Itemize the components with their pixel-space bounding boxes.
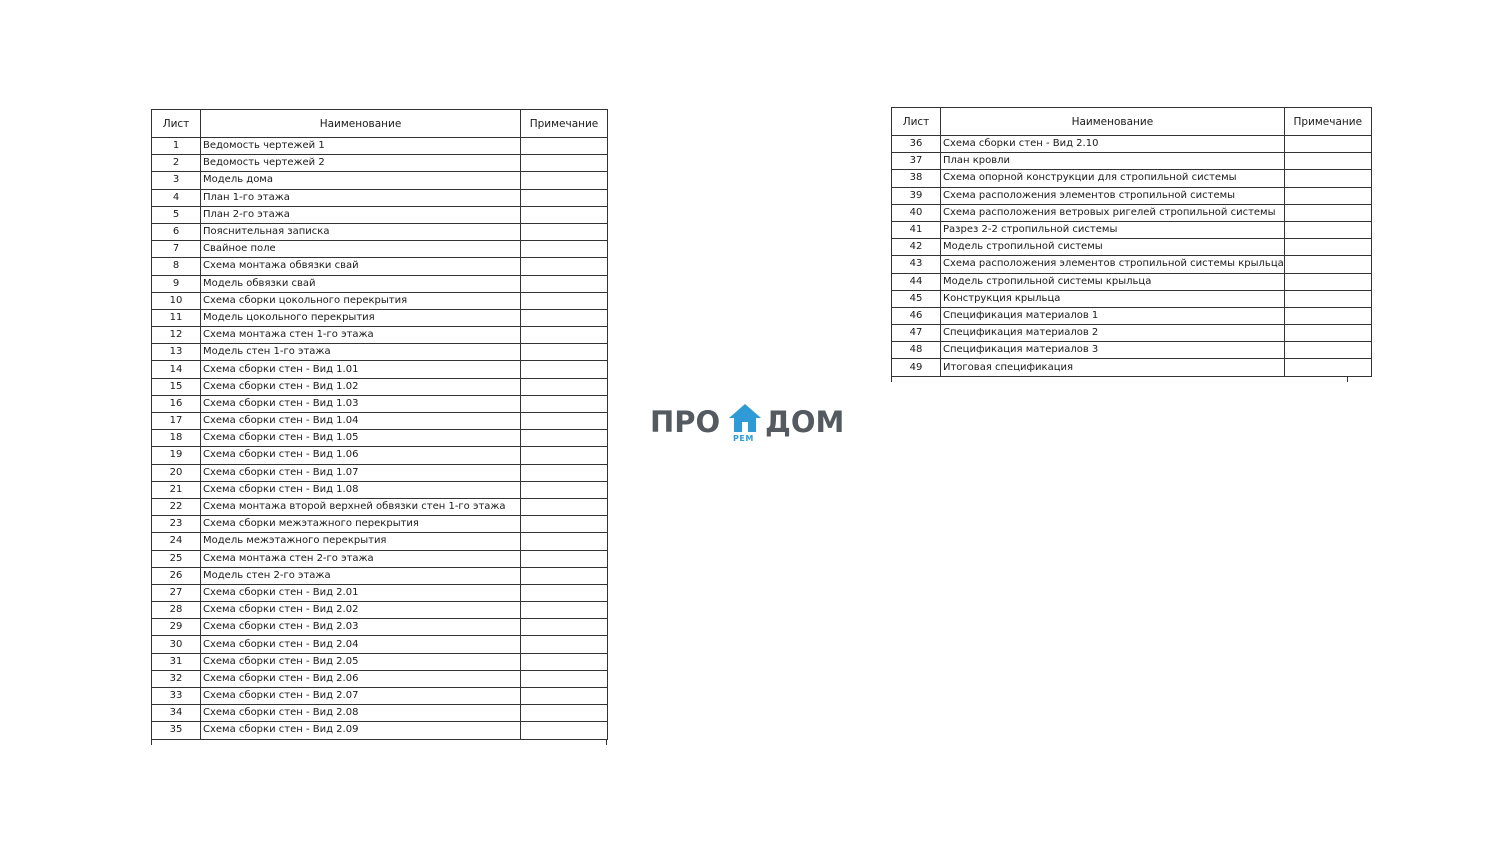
- note-cell: [1284, 221, 1371, 238]
- note-cell: [1284, 290, 1371, 307]
- table-row: [152, 602, 608, 619]
- table-header-row: [152, 110, 608, 138]
- table-row: [152, 636, 608, 653]
- note-cell: [1284, 307, 1371, 324]
- sheet-number-cell: 30: [152, 636, 201, 653]
- sheet-name-cell: Схема сборки стен - Вид 2.09: [201, 722, 521, 739]
- sheet-number-cell: 17: [152, 413, 201, 430]
- sheet-name-cell: Схема расположения ветровых ригелей стропильной системы: [941, 204, 1285, 221]
- table-row: [152, 275, 608, 292]
- table-row: [892, 273, 1372, 290]
- table-row: [152, 378, 608, 395]
- sheet-number-cell: 32: [152, 670, 201, 687]
- sheet-number-cell: 49: [892, 359, 941, 376]
- sheet-number-cell: 19: [152, 447, 201, 464]
- sheet-name-cell: Ведомость чертежей 2: [201, 155, 521, 172]
- sheet-number-cell: 37: [892, 153, 941, 170]
- note-column-header: Примечание: [521, 110, 608, 138]
- table-row: [892, 239, 1372, 256]
- table-cutoff-edge: [151, 739, 607, 745]
- sheet-number-cell: 48: [892, 342, 941, 359]
- logo-subtext: РЕМ: [733, 434, 754, 443]
- sheet-number-cell: 22: [152, 498, 201, 515]
- note-cell: [521, 189, 608, 206]
- note-cell: [521, 430, 608, 447]
- table-row: [152, 292, 608, 309]
- table-row: [152, 241, 608, 258]
- note-cell: [1284, 342, 1371, 359]
- sheet-name-cell: Схема сборки стен - Вид 2.08: [201, 705, 521, 722]
- note-cell: [521, 206, 608, 223]
- sheet-number-cell: 35: [152, 722, 201, 739]
- note-cell: [521, 550, 608, 567]
- note-cell: [521, 619, 608, 636]
- sheet-name-cell: Схема монтажа стен 1-го этажа: [201, 327, 521, 344]
- sheet-name-cell: Спецификация материалов 1: [941, 307, 1285, 324]
- table-row: [152, 361, 608, 378]
- table-row: [152, 395, 608, 412]
- table-row: [892, 290, 1372, 307]
- table-body: [892, 136, 1372, 377]
- table-row: [152, 258, 608, 275]
- table-row: [892, 307, 1372, 324]
- note-cell: [1284, 187, 1371, 204]
- sheet-name-cell: Разрез 2-2 стропильной системы: [941, 221, 1285, 238]
- sheet-name-cell: Модель межэтажного перекрытия: [201, 533, 521, 550]
- table-row: [152, 688, 608, 705]
- note-cell: [521, 378, 608, 395]
- note-cell: [521, 722, 608, 739]
- sheet-column-header: Лист: [152, 110, 201, 138]
- sheet-name-cell: Свайное поле: [201, 241, 521, 258]
- note-cell: [521, 309, 608, 326]
- sheet-name-cell: Схема расположения элементов стропильной системы: [941, 187, 1285, 204]
- sheet-number-cell: 44: [892, 273, 941, 290]
- sheet-number-cell: 28: [152, 602, 201, 619]
- note-cell: [521, 344, 608, 361]
- table-row: [892, 342, 1372, 359]
- table-row: [152, 516, 608, 533]
- table-row: [892, 359, 1372, 376]
- table-row: [152, 138, 608, 155]
- sheet-name-cell: Спецификация материалов 3: [941, 342, 1285, 359]
- table-body: [152, 138, 608, 740]
- note-cell: [521, 688, 608, 705]
- table-row: [152, 309, 608, 326]
- sheet-number-cell: 26: [152, 567, 201, 584]
- note-cell: [521, 636, 608, 653]
- sheet-column-header: Лист: [892, 108, 941, 136]
- sheet-number-cell: 5: [152, 206, 201, 223]
- note-cell: [1284, 153, 1371, 170]
- sheet-number-cell: 39: [892, 187, 941, 204]
- note-cell: [521, 670, 608, 687]
- note-cell: [1284, 170, 1371, 187]
- table-row: [152, 155, 608, 172]
- name-column-header: Наименование: [941, 108, 1285, 136]
- table-row: [892, 170, 1372, 187]
- note-cell: [521, 395, 608, 412]
- sheet-name-cell: Схема монтажа второй верхней обвязки стен 1-го этажа: [201, 498, 521, 515]
- table-row: [152, 430, 608, 447]
- note-cell: [1284, 325, 1371, 342]
- sheet-number-cell: 3: [152, 172, 201, 189]
- sheet-name-cell: Схема монтажа стен 2-го этажа: [201, 550, 521, 567]
- sheet-name-cell: Схема сборки стен - Вид 1.02: [201, 378, 521, 395]
- note-cell: [521, 464, 608, 481]
- logo-text-right: ДОМ: [765, 405, 845, 439]
- sheet-number-cell: 18: [152, 430, 201, 447]
- sheet-name-cell: Схема сборки межэтажного перекрытия: [201, 516, 521, 533]
- note-cell: [521, 653, 608, 670]
- drawings-list-table-1: [151, 109, 608, 740]
- sheet-number-cell: 9: [152, 275, 201, 292]
- table-row: [892, 256, 1372, 273]
- sheet-name-cell: План 1-го этажа: [201, 189, 521, 206]
- sheet-number-cell: 7: [152, 241, 201, 258]
- sheet-number-cell: 31: [152, 653, 201, 670]
- note-cell: [1284, 136, 1371, 153]
- sheet-name-cell: Модель обвязки свай: [201, 275, 521, 292]
- table-row: [152, 344, 608, 361]
- note-cell: [521, 584, 608, 601]
- sheet-number-cell: 1: [152, 138, 201, 155]
- sheet-number-cell: 42: [892, 239, 941, 256]
- note-cell: [521, 223, 608, 240]
- sheet-number-cell: 23: [152, 516, 201, 533]
- sheet-name-cell: Схема сборки стен - Вид 1.07: [201, 464, 521, 481]
- sheet-name-cell: Модель стен 2-го этажа: [201, 567, 521, 584]
- note-cell: [1284, 273, 1371, 290]
- sheet-number-cell: 21: [152, 481, 201, 498]
- sheet-name-cell: Схема сборки стен - Вид 1.04: [201, 413, 521, 430]
- sheet-number-cell: 11: [152, 309, 201, 326]
- sheet-name-cell: Схема сборки стен - Вид 2.10: [941, 136, 1285, 153]
- sheet-number-cell: 4: [152, 189, 201, 206]
- note-cell: [521, 241, 608, 258]
- table-row: [892, 325, 1372, 342]
- note-cell: [521, 292, 608, 309]
- table-row: [152, 481, 608, 498]
- sheet-name-cell: Схема опорной конструкции для стропильной системы: [941, 170, 1285, 187]
- sheet-number-cell: 38: [892, 170, 941, 187]
- sheet-name-cell: Схема сборки стен - Вид 1.05: [201, 430, 521, 447]
- sheet-number-cell: 34: [152, 705, 201, 722]
- note-cell: [521, 155, 608, 172]
- sheet-number-cell: 25: [152, 550, 201, 567]
- table-row: [152, 670, 608, 687]
- sheet-number-cell: 43: [892, 256, 941, 273]
- sheet-name-cell: Модель стен 1-го этажа: [201, 344, 521, 361]
- note-cell: [521, 481, 608, 498]
- sheet-name-cell: План кровли: [941, 153, 1285, 170]
- table-row: [892, 204, 1372, 221]
- sheet-number-cell: 36: [892, 136, 941, 153]
- table-row: [152, 464, 608, 481]
- table-row: [152, 584, 608, 601]
- sheet-number-cell: 41: [892, 221, 941, 238]
- note-cell: [521, 602, 608, 619]
- note-cell: [1284, 256, 1371, 273]
- note-cell: [1284, 204, 1371, 221]
- name-column-header: Наименование: [201, 110, 521, 138]
- note-cell: [521, 516, 608, 533]
- table-row: [152, 189, 608, 206]
- house-icon: [728, 403, 762, 435]
- sheet-number-cell: 33: [152, 688, 201, 705]
- table-row: [892, 187, 1372, 204]
- sheet-number-cell: 6: [152, 223, 201, 240]
- sheet-number-cell: 40: [892, 204, 941, 221]
- table-row: [152, 567, 608, 584]
- sheet-number-cell: 24: [152, 533, 201, 550]
- sheet-number-cell: 13: [152, 344, 201, 361]
- table-row: [152, 498, 608, 515]
- table-header-row: [892, 108, 1372, 136]
- sheet-number-cell: 46: [892, 307, 941, 324]
- table-row: [152, 619, 608, 636]
- sheet-number-cell: 20: [152, 464, 201, 481]
- logo-text-left: ПРО: [650, 405, 721, 439]
- note-cell: [521, 498, 608, 515]
- drawings-list-table-2: [891, 107, 1372, 377]
- sheet-name-cell: Пояснительная записка: [201, 223, 521, 240]
- sheet-name-cell: Схема сборки стен - Вид 1.01: [201, 361, 521, 378]
- note-cell: [521, 258, 608, 275]
- table-row: [892, 221, 1372, 238]
- sheet-name-cell: Итоговая спецификация: [941, 359, 1285, 376]
- table-row: [152, 722, 608, 739]
- sheet-name-cell: Модель стропильной системы: [941, 239, 1285, 256]
- sheet-number-cell: 15: [152, 378, 201, 395]
- sheet-name-cell: Модель дома: [201, 172, 521, 189]
- table-row: [152, 327, 608, 344]
- sheet-name-cell: Схема расположения элементов стропильной системы крыльца: [941, 256, 1285, 273]
- sheet-number-cell: 45: [892, 290, 941, 307]
- sheet-number-cell: 8: [152, 258, 201, 275]
- sheet-name-cell: Схема сборки стен - Вид 2.04: [201, 636, 521, 653]
- note-cell: [1284, 239, 1371, 256]
- sheet-name-cell: Конструкция крыльца: [941, 290, 1285, 307]
- note-cell: [521, 533, 608, 550]
- sheet-number-cell: 29: [152, 619, 201, 636]
- sheet-name-cell: Схема монтажа обвязки свай: [201, 258, 521, 275]
- sheet-name-cell: Схема сборки стен - Вид 2.07: [201, 688, 521, 705]
- sheet-number-cell: 47: [892, 325, 941, 342]
- table-row: [152, 447, 608, 464]
- note-cell: [521, 361, 608, 378]
- note-cell: [521, 447, 608, 464]
- sheet-number-cell: 2: [152, 155, 201, 172]
- table-row: [152, 533, 608, 550]
- sheet-name-cell: Схема сборки стен - Вид 1.03: [201, 395, 521, 412]
- sheet-number-cell: 10: [152, 292, 201, 309]
- sheet-number-cell: 14: [152, 361, 201, 378]
- sheet-name-cell: Схема сборки стен - Вид 1.06: [201, 447, 521, 464]
- table-row: [152, 413, 608, 430]
- pro-dom-logo: [650, 403, 850, 445]
- table-row: [892, 153, 1372, 170]
- note-cell: [521, 567, 608, 584]
- sheet-number-cell: 12: [152, 327, 201, 344]
- sheet-number-cell: 16: [152, 395, 201, 412]
- sheet-number-cell: 27: [152, 584, 201, 601]
- table-row: [152, 653, 608, 670]
- sheet-name-cell: Схема сборки цокольного перекрытия: [201, 292, 521, 309]
- table-row: [152, 705, 608, 722]
- note-cell: [521, 327, 608, 344]
- sheet-name-cell: Спецификация материалов 2: [941, 325, 1285, 342]
- note-cell: [521, 705, 608, 722]
- table-row: [152, 550, 608, 567]
- sheet-name-cell: Схема сборки стен - Вид 1.08: [201, 481, 521, 498]
- note-column-header: Примечание: [1284, 108, 1371, 136]
- table-row: [152, 223, 608, 240]
- note-cell: [521, 413, 608, 430]
- sheet-name-cell: Схема сборки стен - Вид 2.03: [201, 619, 521, 636]
- note-cell: [521, 172, 608, 189]
- sheet-name-cell: Ведомость чертежей 1: [201, 138, 521, 155]
- sheet-name-cell: План 2-го этажа: [201, 206, 521, 223]
- table-row: [152, 206, 608, 223]
- sheet-name-cell: Модель цокольного перекрытия: [201, 309, 521, 326]
- table-row: [152, 172, 608, 189]
- note-cell: [521, 275, 608, 292]
- sheet-name-cell: Схема сборки стен - Вид 2.06: [201, 670, 521, 687]
- sheet-name-cell: Модель стропильной системы крыльца: [941, 273, 1285, 290]
- sheet-name-cell: Схема сборки стен - Вид 2.05: [201, 653, 521, 670]
- sheet-name-cell: Схема сборки стен - Вид 2.02: [201, 602, 521, 619]
- table-row: [892, 136, 1372, 153]
- note-cell: [1284, 359, 1371, 376]
- note-cell: [521, 138, 608, 155]
- table-cutoff-edge: [891, 376, 1348, 382]
- sheet-name-cell: Схема сборки стен - Вид 2.01: [201, 584, 521, 601]
